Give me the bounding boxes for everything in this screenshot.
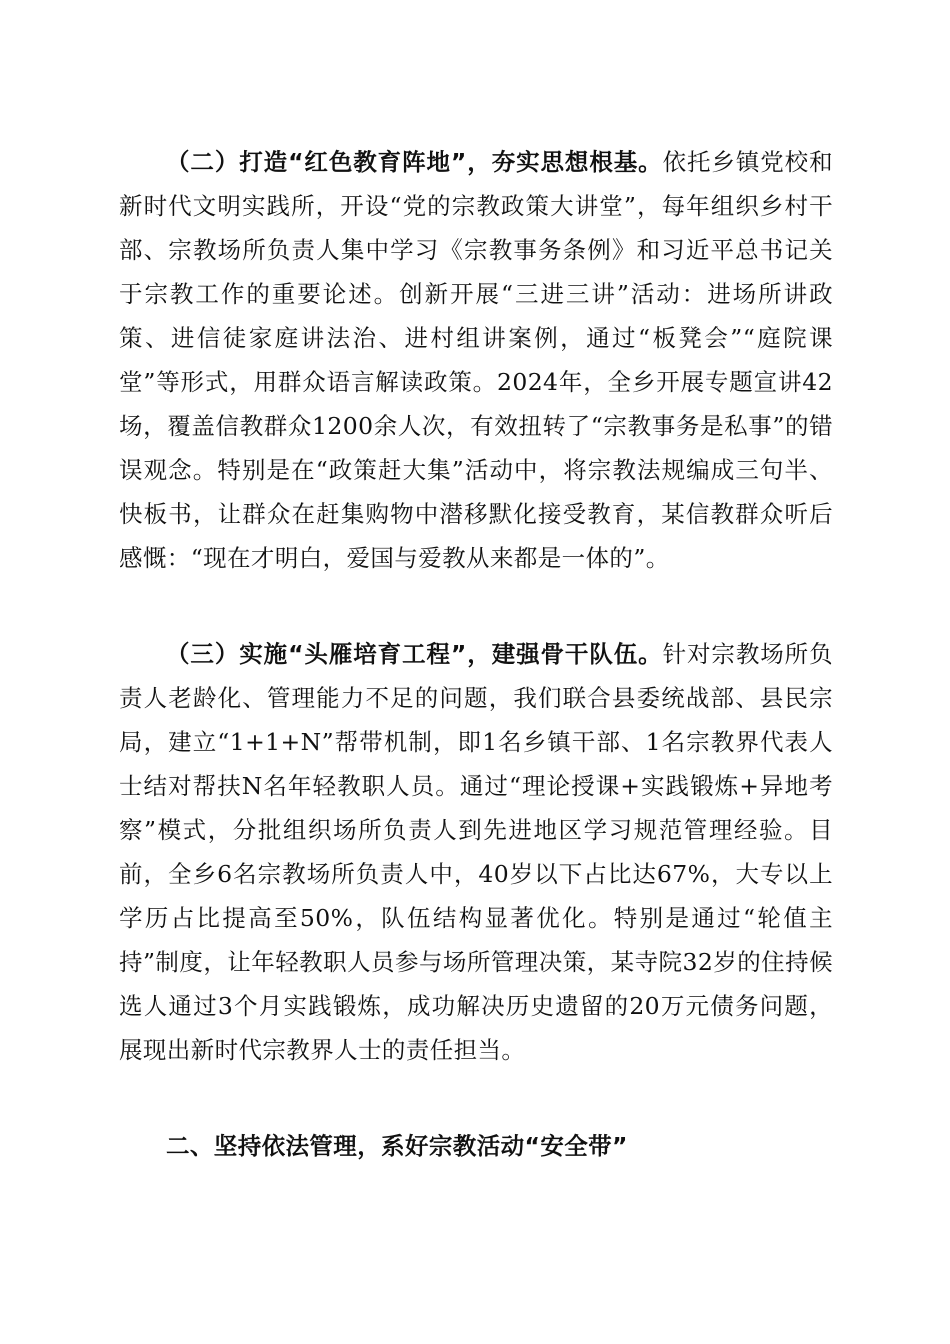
paragraph-red-education	[119, 140, 833, 580]
paragraph-lead-heading: （二）打造“红色教育阵地”，夯实思想根基。	[166, 148, 663, 176]
paragraph-body-text: 依托乡镇党校和新时代文明实践所，开设“党的宗教政策大讲堂”，每年组织乡村干部、宗教场所负责人集中学习《宗教事务条例》和习近平总书记关于宗教工作的重要论述。创新开展“三进三讲”活动：进场所讲政策、进信徒家庭讲法治、进村组讲案例，通过“板凳会”“庭院课堂”等形式，用群众语言解读政策。2024年，全乡开展专题宣讲42场，覆盖信教群众1200余人次，有效扭转了“宗教事务是私事”的错误观念。特别是在“政策赶大集”活动中，将宗教法规编成三句半、快板书，让群众在赶集购物中潜移默化接受教育，某信教群众听后感慨：“现在才明白，爱国与爱教从来都是一体的”。	[119, 148, 833, 572]
paragraph-lead-heading: （三）实施“头雁培育工程”，建强骨干队伍。	[166, 640, 663, 668]
paragraph-body-text: 针对宗教场所负责人老龄化、管理能力不足的问题，我们联合县委统战部、县民宗局，建立“1+1+N”帮带机制，即1名乡镇干部、1名宗教界代表人士结对帮扶N名年轻教职人员。通过“理论授课+实践锻炼+异地考察”模式，分批组织场所负责人到先进地区学习规范管理经验。目前，全乡6名宗教场所负责人中，40岁以下占比达67%，大专以上学历占比提高至50%，队伍结构显著优化。特别是通过“轮值主持”制度，让年轻教职人员参与场所管理决策，某寺院32岁的住持候选人通过3个月实践锻炼，成功解决历史遗留的20万元债务问题，展现出新时代宗教界人士的责任担当。	[119, 640, 833, 1064]
section-heading: 二、坚持依法管理，系好宗教活动“安全带”	[166, 1132, 628, 1160]
paragraph-leader-training	[119, 632, 833, 1072]
